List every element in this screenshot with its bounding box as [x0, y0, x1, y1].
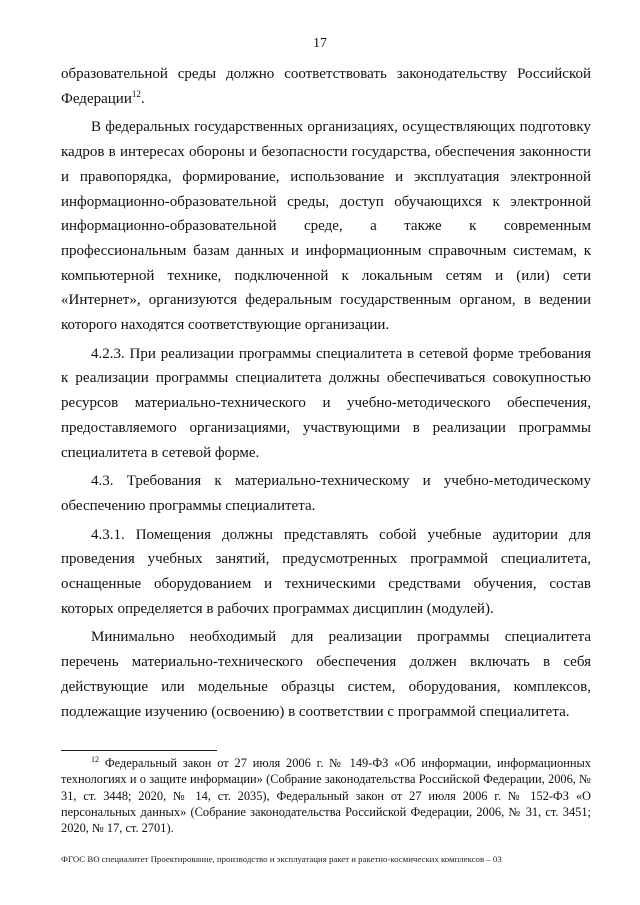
paragraph-federal-organizations: В федеральных государственных организациях, осуществляющих подготовку кадров в интересах обороны и безопасности государства, обеспечения законности и правопорядка, формирование, использование и эксплуатация электронной информационно-образовательной среды, доступ обучающихся к электронной информационно-образовательной среде, а также к современным профессиональным базам данных и информационным справочным системам, к компьютерной технике, подключенной к локальным сетям и (или) сети «Интернет», организуются федеральным государственным органом, в ведении которого находятся соответствующие организации.: [61, 119, 591, 334]
paragraph-text: образовательной среды должно соответствовать законодательству Российской Федерации: [61, 66, 591, 107]
page-footer: ФГОС ВО специалитет Проектирование, производство и эксплуатация ракет и ракетно-космических комплексов – 03: [61, 854, 502, 864]
footnote: [61, 755, 591, 836]
footnote-marker: 12: [91, 754, 99, 764]
footnote-reference[interactable]: 12: [131, 88, 141, 99]
paragraph-minimum-equipment: Минимально необходимый для реализации программы специалитета перечень материально-технического обеспечения должен включать в себя действующие или модельные образцы систем, оборудования, комплексов, подлежащие изучению (освоению) в соответствии с программой специалитета.: [61, 629, 591, 720]
paragraph-4-3-1: 4.3.1. Помещения должны представлять собой учебные аудитории для проведения учебных занятий, предусмотренных программой специалитета, оснащенные оборудованием и техническими средствами обучения, состав которых определяется в рабочих программах дисциплин (модулей).: [61, 526, 591, 617]
paragraph-continuation: [61, 62, 591, 111]
footnote-text: Федеральный закон от 27 июля 2006 г. № 149-ФЗ «Об информации, информационных технологиях и о защите информации» (Собрание законодательства Российской Федерации, 2006, № 31, ст. 3448; 2020, № 14, ст. 2035), Федеральный закон от 27 июля 2006 г. № 152-ФЗ «О персональных данных» (Собрание законодательства Российской Федерации, 2006, № 31, ст. 3451; 2020, № 17, ст. 2701).: [61, 756, 591, 836]
footnote-divider: [61, 750, 217, 751]
paragraph-punctuation: .: [140, 90, 145, 107]
page-number: 17: [313, 36, 327, 51]
body-text: [61, 62, 591, 725]
paragraph-4-3: 4.3. Требования к материально-техническому и учебно-методическому обеспечению программы специалитета.: [61, 473, 591, 514]
paragraph-4-2-3: 4.2.3. При реализации программы специалитета в сетевой форме требования к реализации программы специалитета должны обеспечиваться совокупностью ресурсов материально-технического и учебно-методического обеспечения, предоставляемого организациями, участвующими в реализации программы специалитета в сетевой форме.: [61, 345, 591, 461]
